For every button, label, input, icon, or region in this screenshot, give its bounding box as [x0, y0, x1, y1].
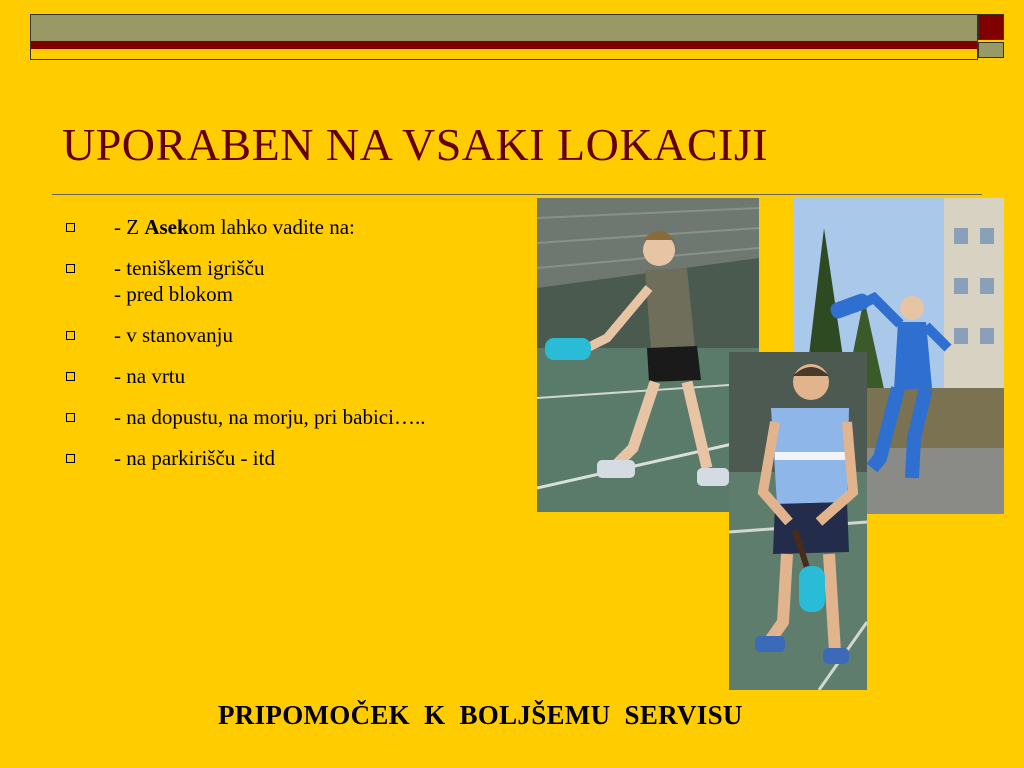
square-bullet-icon	[66, 264, 75, 273]
square-bullet-icon	[66, 331, 75, 340]
bullet-item	[62, 404, 425, 430]
bullet-text: - na vrtu	[114, 364, 186, 388]
square-bullet-icon	[66, 372, 75, 381]
title-underline	[52, 194, 982, 195]
footer-slogan: PRIPOMOČEK K BOLJŠEMU SERVISU	[218, 700, 743, 730]
bullet-item	[62, 445, 425, 471]
bullet-text-suffix: om lahko vadite na:	[188, 215, 355, 239]
bullet-text-bold: Asek	[144, 215, 189, 239]
bullet-item	[62, 363, 425, 389]
bullet-list	[62, 214, 425, 486]
top-decorative-bar	[30, 14, 978, 60]
slide-title: UPORABEN NA VSAKI LOKACIJI	[62, 119, 769, 170]
bullet-text: - teniškem igrišču	[114, 256, 265, 280]
bullet-text: - pred blokom	[114, 282, 233, 306]
bullet-text-prefix: - Z	[114, 215, 145, 239]
square-bullet-icon	[66, 413, 75, 422]
bullet-text: - na parkirišču - itd	[114, 446, 275, 470]
square-bullet-icon	[66, 454, 75, 463]
bullet-item	[62, 255, 425, 307]
square-bullet-icon	[66, 223, 75, 232]
bullet-text: - na dopustu, na morju, pri babici…..	[114, 405, 426, 429]
bullet-item	[62, 214, 425, 240]
bullet-item	[62, 322, 425, 348]
bullet-text: - v stanovanju	[114, 323, 233, 347]
photo-man-training-icon	[729, 352, 867, 690]
photo-boy-training-icon	[537, 198, 759, 512]
corner-square-top	[978, 14, 1004, 40]
corner-square-bottom	[978, 42, 1004, 58]
